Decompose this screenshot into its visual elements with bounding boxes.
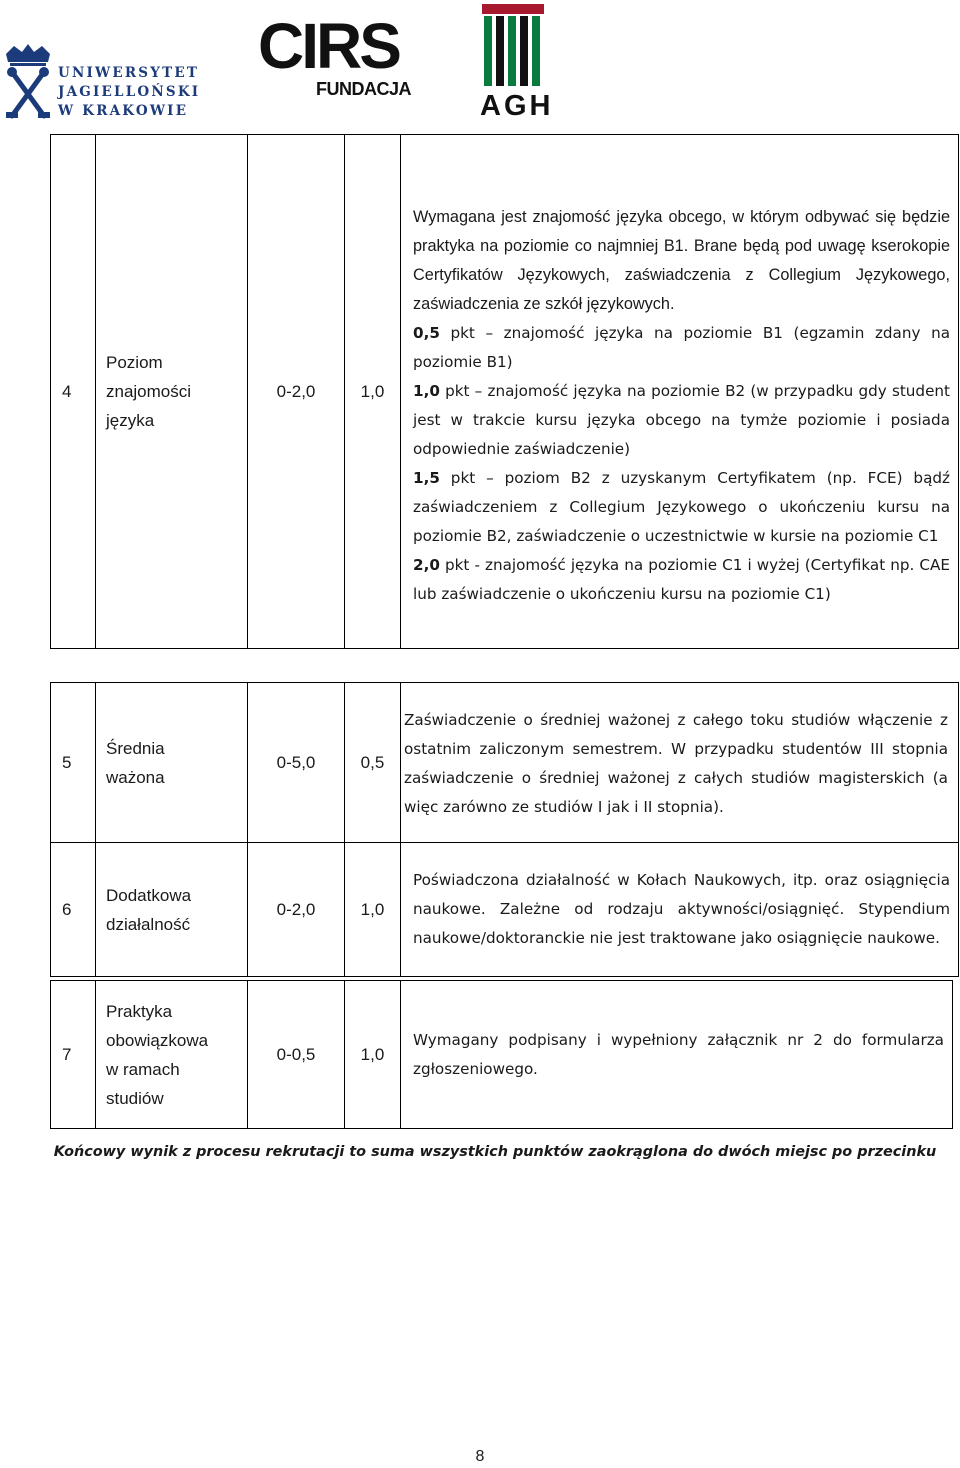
table-row — [51, 981, 953, 1129]
table-row — [51, 683, 959, 843]
table-row — [51, 843, 959, 977]
page-number: 8 — [475, 1448, 485, 1465]
score-value: 0,5 — [413, 323, 440, 342]
final-score-note: Końcowy wynik z procesu rekrutacji to suma wszystkich punktów zaokrąglona do dwóch miejsc po przecinku — [53, 1144, 937, 1160]
score-item: 1,5 pkt – poziom B2 z uzyskanym Certyfikatem (np. FCE) bądź zaświadczeniem z Collegium Językowego o ukończeniu kursu na poziomie B2, zaświadczenie o uczestnictwie w kursie na poziomie C1 — [413, 468, 950, 545]
score-item: 0,5 pkt – znajomość języka na poziomie B1 (egzamin zdany na poziomie B1) — [413, 323, 950, 371]
criterion-name: Średnia ważona — [96, 683, 248, 843]
cirs-subtitle: FUNDACJA — [316, 79, 411, 99]
cirs-logo — [258, 10, 411, 104]
weight-value: 1,0 — [345, 843, 401, 977]
row-number: 4 — [51, 135, 96, 649]
points-range: 0-5,0 — [248, 683, 345, 843]
language-intro: Wymagana jest znajomość języka obcego, w którym odbywać się będzie praktyka na poziomie co najmniej B1. Brane będą pod uwagę kserokopie Certyfikatów Językowych, zaświadczenia z Collegium Językowego, zaświadczenia ze szkół językowych. — [413, 207, 950, 313]
agh-logo — [478, 2, 554, 122]
agh-emblem-icon — [478, 2, 548, 88]
cirs-wordmark: CIRS — [258, 10, 399, 82]
uj-logo — [2, 38, 201, 124]
score-item: 1,0 pkt – znajomość języka na poziomie B2 (w przypadku gdy student jest w trakcie kursu języka obcego na tymże poziomie i posiada odpowiednie zaświadczenie) — [413, 381, 950, 458]
agh-wordmark: AGH — [480, 90, 554, 122]
score-value: 2,0 — [413, 555, 440, 574]
weight-value: 1,0 — [345, 981, 401, 1129]
score-value: 1,5 — [413, 468, 440, 487]
criteria-table-row-4 — [50, 134, 959, 649]
criterion-description: Poświadczona działalność w Kołach Naukowych, itp. oraz osiągnięcia naukowe. Zależne od rodzaju aktywności/osiągnięć. Stypendium naukowe/doktoranckie nie jest traktowane jako osiągnięcie naukowe. — [401, 843, 959, 977]
criteria-table-rows-5-6 — [50, 682, 959, 977]
row-number: 6 — [51, 843, 96, 977]
score-value: 1,0 — [413, 381, 440, 400]
header-logos — [0, 0, 960, 130]
criterion-name: Dodatkowa działalność — [96, 843, 248, 977]
score-item: 2,0 pkt - znajomość języka na poziomie C1 i wyżej (Certyfikat np. CAE lub zaświadczenie o ukończeniu kursu na poziomie C1) — [413, 555, 950, 603]
criterion-description: Zaświadczenie o średniej ważonej z całego toku studiów włączenie z ostatnim zaliczonym semestrem. W przypadku studentów III stopnia zaświadczenie o średniej ważonej z całych studiów magisterskich (a więc zarówno ze studiów I jak i II stopnia). — [401, 683, 959, 843]
table-row — [51, 135, 959, 649]
weight-value: 0,5 — [345, 683, 401, 843]
criterion-description: Wymagany podpisany i wypełniony załącznik nr 2 do formularza zgłoszeniowego. — [401, 981, 953, 1129]
row-number: 5 — [51, 683, 96, 843]
criterion-name: Poziom znajomości języka — [96, 135, 248, 649]
criterion-description — [401, 135, 959, 649]
criterion-name: Praktyka obowiązkowa w ramach studiów — [96, 981, 248, 1129]
row-number: 7 — [51, 981, 96, 1129]
weight-value: 1,0 — [345, 135, 401, 649]
uj-crest-icon — [2, 42, 54, 122]
points-range: 0-2,0 — [248, 135, 345, 649]
points-range: 0-2,0 — [248, 843, 345, 977]
points-range: 0-0,5 — [248, 981, 345, 1129]
uj-wordmark: UNIWERSYTET JAGIELLOŃSKI W KRAKOWIE — [58, 65, 201, 119]
criteria-table-row-7 — [50, 980, 953, 1129]
